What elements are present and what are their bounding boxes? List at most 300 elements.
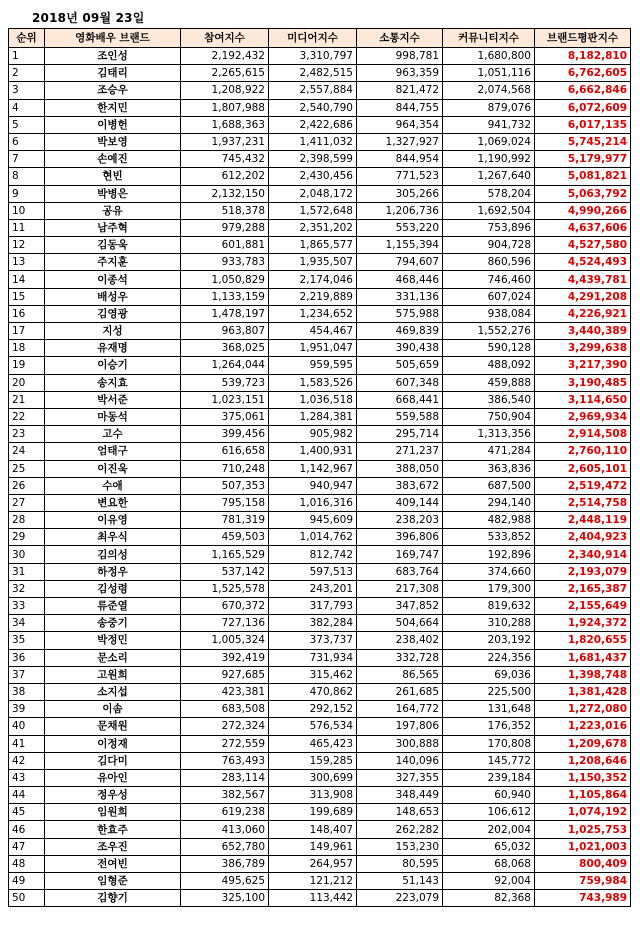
community-cell: 879,076 (443, 99, 535, 116)
table-row (9, 821, 631, 838)
table-row (9, 666, 631, 683)
brand-index-cell: 4,226,921 (535, 305, 631, 322)
actor-name-cell: 송중기 (45, 615, 181, 632)
communication-cell: 771,523 (357, 168, 443, 185)
participation-cell: 272,559 (181, 735, 269, 752)
brand-index-cell: 5,179,977 (535, 151, 631, 168)
communication-cell: 1,327,927 (357, 133, 443, 150)
table-row (9, 374, 631, 391)
communication-cell: 80,595 (357, 855, 443, 872)
community-cell: 819,632 (443, 598, 535, 615)
actor-name-cell: 공유 (45, 202, 181, 219)
brand-index-cell: 2,914,508 (535, 426, 631, 443)
media-cell: 148,407 (269, 821, 357, 838)
actor-name-cell: 수애 (45, 477, 181, 494)
rank-cell: 18 (9, 340, 45, 357)
header-actor-brand: 영화배우 브랜드 (45, 29, 181, 48)
actor-name-cell: 최우식 (45, 529, 181, 546)
table-row (9, 580, 631, 597)
table-row (9, 769, 631, 786)
communication-cell: 262,282 (357, 821, 443, 838)
media-cell: 812,742 (269, 546, 357, 563)
actor-name-cell: 김향기 (45, 890, 181, 907)
media-cell: 1,411,032 (269, 133, 357, 150)
rank-cell: 1 (9, 48, 45, 65)
media-cell: 1,014,762 (269, 529, 357, 546)
rank-cell: 22 (9, 408, 45, 425)
communication-cell: 607,348 (357, 374, 443, 391)
media-cell: 2,540,790 (269, 99, 357, 116)
brand-index-cell: 2,165,387 (535, 580, 631, 597)
rank-cell: 11 (9, 219, 45, 236)
community-cell: 1,313,356 (443, 426, 535, 443)
brand-index-cell: 4,527,580 (535, 237, 631, 254)
actor-name-cell: 김영광 (45, 305, 181, 322)
brand-index-cell: 2,340,914 (535, 546, 631, 563)
rank-cell: 25 (9, 460, 45, 477)
community-cell: 488,092 (443, 357, 535, 374)
communication-cell: 409,144 (357, 494, 443, 511)
communication-cell: 844,954 (357, 151, 443, 168)
table-row (9, 443, 631, 460)
table-row (9, 408, 631, 425)
brand-index-cell: 6,762,605 (535, 65, 631, 82)
community-cell: 938,084 (443, 305, 535, 322)
community-cell: 294,140 (443, 494, 535, 511)
actor-name-cell: 이정재 (45, 735, 181, 752)
actor-name-cell: 배성우 (45, 288, 181, 305)
rank-cell: 30 (9, 546, 45, 563)
communication-cell: 844,755 (357, 99, 443, 116)
media-cell: 597,513 (269, 563, 357, 580)
participation-cell: 495,625 (181, 873, 269, 890)
actor-name-cell: 김태리 (45, 65, 181, 82)
communication-cell: 559,588 (357, 408, 443, 425)
media-cell: 1,583,526 (269, 374, 357, 391)
communication-cell: 575,988 (357, 305, 443, 322)
community-cell: 687,500 (443, 477, 535, 494)
actor-name-cell: 임형준 (45, 873, 181, 890)
media-cell: 243,201 (269, 580, 357, 597)
participation-cell: 399,456 (181, 426, 269, 443)
rank-cell: 21 (9, 391, 45, 408)
rank-cell: 28 (9, 512, 45, 529)
table-row (9, 598, 631, 615)
table-row (9, 855, 631, 872)
community-cell: 203,192 (443, 632, 535, 649)
media-cell: 2,351,202 (269, 219, 357, 236)
community-cell: 860,596 (443, 254, 535, 271)
participation-cell: 539,723 (181, 374, 269, 391)
communication-cell: 794,607 (357, 254, 443, 271)
rank-cell: 42 (9, 752, 45, 769)
actor-name-cell: 김동욱 (45, 237, 181, 254)
participation-cell: 601,881 (181, 237, 269, 254)
participation-cell: 518,378 (181, 202, 269, 219)
table-row (9, 890, 631, 907)
participation-cell: 1,937,231 (181, 133, 269, 150)
table-row (9, 718, 631, 735)
brand-index-cell: 5,745,214 (535, 133, 631, 150)
rank-cell: 8 (9, 168, 45, 185)
actor-name-cell: 고수 (45, 426, 181, 443)
participation-cell: 325,100 (181, 890, 269, 907)
media-cell: 317,793 (269, 598, 357, 615)
media-cell: 945,609 (269, 512, 357, 529)
brand-index-cell: 1,021,003 (535, 838, 631, 855)
media-cell: 300,699 (269, 769, 357, 786)
table-row (9, 219, 631, 236)
table-row (9, 305, 631, 322)
media-cell: 1,036,518 (269, 391, 357, 408)
media-cell: 292,152 (269, 701, 357, 718)
rank-cell: 44 (9, 787, 45, 804)
communication-cell: 964,354 (357, 116, 443, 133)
table-row (9, 426, 631, 443)
actor-name-cell: 주지훈 (45, 254, 181, 271)
actor-name-cell: 이솜 (45, 701, 181, 718)
actor-name-cell: 고원희 (45, 666, 181, 683)
participation-cell: 392,419 (181, 649, 269, 666)
brand-index-cell: 6,072,609 (535, 99, 631, 116)
communication-cell: 164,772 (357, 701, 443, 718)
rank-cell: 4 (9, 99, 45, 116)
participation-cell: 459,503 (181, 529, 269, 546)
community-cell: 310,288 (443, 615, 535, 632)
brand-index-cell: 8,182,810 (535, 48, 631, 65)
community-cell: 1,267,640 (443, 168, 535, 185)
media-cell: 2,430,456 (269, 168, 357, 185)
community-cell: 753,896 (443, 219, 535, 236)
media-cell: 2,557,884 (269, 82, 357, 99)
participation-cell: 1,050,829 (181, 271, 269, 288)
community-cell: 459,888 (443, 374, 535, 391)
communication-cell: 668,441 (357, 391, 443, 408)
community-cell: 941,732 (443, 116, 535, 133)
table-row (9, 99, 631, 116)
brand-index-cell: 800,409 (535, 855, 631, 872)
participation-cell: 652,780 (181, 838, 269, 855)
rank-cell: 50 (9, 890, 45, 907)
communication-cell: 468,446 (357, 271, 443, 288)
actor-name-cell: 손예진 (45, 151, 181, 168)
participation-cell: 670,372 (181, 598, 269, 615)
media-cell: 959,595 (269, 357, 357, 374)
brand-index-cell: 3,190,485 (535, 374, 631, 391)
actor-name-cell: 정우성 (45, 787, 181, 804)
media-cell: 1,951,047 (269, 340, 357, 357)
media-cell: 121,212 (269, 873, 357, 890)
participation-cell: 2,265,615 (181, 65, 269, 82)
media-cell: 1,400,931 (269, 443, 357, 460)
media-cell: 149,961 (269, 838, 357, 855)
participation-cell: 683,508 (181, 701, 269, 718)
rank-cell: 46 (9, 821, 45, 838)
participation-cell: 375,061 (181, 408, 269, 425)
communication-cell: 197,806 (357, 718, 443, 735)
community-cell: 1,552,276 (443, 323, 535, 340)
brand-index-cell: 6,662,846 (535, 82, 631, 99)
community-cell: 471,284 (443, 443, 535, 460)
header-communication-index: 소통지수 (357, 29, 443, 48)
community-cell: 1,051,116 (443, 65, 535, 82)
table-row (9, 563, 631, 580)
table-row (9, 357, 631, 374)
communication-cell: 261,685 (357, 683, 443, 700)
table-row (9, 323, 631, 340)
participation-cell: 2,192,432 (181, 48, 269, 65)
rank-cell: 48 (9, 855, 45, 872)
community-cell: 170,808 (443, 735, 535, 752)
rank-cell: 16 (9, 305, 45, 322)
community-cell: 239,184 (443, 769, 535, 786)
community-cell: 578,204 (443, 185, 535, 202)
community-cell: 1,680,800 (443, 48, 535, 65)
brand-index-cell: 4,637,606 (535, 219, 631, 236)
communication-cell: 300,888 (357, 735, 443, 752)
rank-cell: 15 (9, 288, 45, 305)
rank-cell: 37 (9, 666, 45, 683)
participation-cell: 272,324 (181, 718, 269, 735)
brand-index-cell: 3,114,650 (535, 391, 631, 408)
actor-name-cell: 문채원 (45, 718, 181, 735)
participation-cell: 537,142 (181, 563, 269, 580)
communication-cell: 169,747 (357, 546, 443, 563)
rank-cell: 43 (9, 769, 45, 786)
actor-name-cell: 지성 (45, 323, 181, 340)
brand-index-cell: 1,381,428 (535, 683, 631, 700)
participation-cell: 1,264,044 (181, 357, 269, 374)
rank-cell: 24 (9, 443, 45, 460)
community-cell: 179,300 (443, 580, 535, 597)
participation-cell: 1,807,988 (181, 99, 269, 116)
media-cell: 731,934 (269, 649, 357, 666)
actor-name-cell: 송지효 (45, 374, 181, 391)
brand-index-cell: 1,074,192 (535, 804, 631, 821)
actor-name-cell: 한지민 (45, 99, 181, 116)
brand-index-cell: 1,223,016 (535, 718, 631, 735)
community-cell: 1,069,024 (443, 133, 535, 150)
table-row (9, 529, 631, 546)
media-cell: 1,234,652 (269, 305, 357, 322)
actor-name-cell: 이병헌 (45, 116, 181, 133)
rank-cell: 14 (9, 271, 45, 288)
actor-name-cell: 임원희 (45, 804, 181, 821)
participation-cell: 963,807 (181, 323, 269, 340)
media-cell: 199,689 (269, 804, 357, 821)
actor-name-cell: 박서준 (45, 391, 181, 408)
brand-index-cell: 3,217,390 (535, 357, 631, 374)
actor-name-cell: 이진욱 (45, 460, 181, 477)
table-row (9, 202, 631, 219)
rank-cell: 29 (9, 529, 45, 546)
table-row (9, 494, 631, 511)
table-row (9, 649, 631, 666)
communication-cell: 396,806 (357, 529, 443, 546)
community-cell: 69,036 (443, 666, 535, 683)
rank-cell: 40 (9, 718, 45, 735)
participation-cell: 507,353 (181, 477, 269, 494)
participation-cell: 933,783 (181, 254, 269, 271)
media-cell: 315,462 (269, 666, 357, 683)
table-row (9, 460, 631, 477)
table-row (9, 512, 631, 529)
community-cell: 131,648 (443, 701, 535, 718)
actor-name-cell: 변요한 (45, 494, 181, 511)
media-cell: 2,398,599 (269, 151, 357, 168)
media-cell: 1,142,967 (269, 460, 357, 477)
brand-index-cell: 2,519,472 (535, 477, 631, 494)
media-cell: 2,174,046 (269, 271, 357, 288)
rank-cell: 36 (9, 649, 45, 666)
media-cell: 113,442 (269, 890, 357, 907)
participation-cell: 612,202 (181, 168, 269, 185)
media-cell: 159,285 (269, 752, 357, 769)
actor-name-cell: 한효주 (45, 821, 181, 838)
brand-index-cell: 2,760,110 (535, 443, 631, 460)
community-cell: 145,772 (443, 752, 535, 769)
actor-name-cell: 유아인 (45, 769, 181, 786)
actor-name-cell: 류준열 (45, 598, 181, 615)
rank-cell: 39 (9, 701, 45, 718)
communication-cell: 683,764 (357, 563, 443, 580)
brand-index-cell: 5,063,792 (535, 185, 631, 202)
participation-cell: 1,688,363 (181, 116, 269, 133)
table-body (9, 48, 631, 907)
table-row (9, 632, 631, 649)
communication-cell: 469,839 (357, 323, 443, 340)
rank-cell: 10 (9, 202, 45, 219)
communication-cell: 148,653 (357, 804, 443, 821)
communication-cell: 388,050 (357, 460, 443, 477)
brand-index-cell: 2,605,101 (535, 460, 631, 477)
participation-cell: 423,381 (181, 683, 269, 700)
participation-cell: 616,658 (181, 443, 269, 460)
actor-name-cell: 김다미 (45, 752, 181, 769)
actor-name-cell: 이유영 (45, 512, 181, 529)
table-row (9, 683, 631, 700)
participation-cell: 1,525,578 (181, 580, 269, 597)
table-row (9, 546, 631, 563)
table-row (9, 391, 631, 408)
brand-index-cell: 1,820,655 (535, 632, 631, 649)
rank-cell: 38 (9, 683, 45, 700)
rank-cell: 5 (9, 116, 45, 133)
brand-index-cell: 4,524,493 (535, 254, 631, 271)
community-cell: 590,128 (443, 340, 535, 357)
brand-index-cell: 1,208,646 (535, 752, 631, 769)
actor-name-cell: 엄태구 (45, 443, 181, 460)
actor-name-cell: 조우진 (45, 838, 181, 855)
media-cell: 454,467 (269, 323, 357, 340)
brand-index-cell: 2,155,649 (535, 598, 631, 615)
media-cell: 1,016,316 (269, 494, 357, 511)
actor-name-cell: 문소리 (45, 649, 181, 666)
communication-cell: 505,659 (357, 357, 443, 374)
actor-name-cell: 박보영 (45, 133, 181, 150)
community-cell: 224,356 (443, 649, 535, 666)
brand-index-cell: 1,924,372 (535, 615, 631, 632)
table-row (9, 82, 631, 99)
communication-cell: 553,220 (357, 219, 443, 236)
participation-cell: 781,319 (181, 512, 269, 529)
rank-cell: 7 (9, 151, 45, 168)
communication-cell: 383,672 (357, 477, 443, 494)
community-cell: 386,540 (443, 391, 535, 408)
rank-cell: 49 (9, 873, 45, 890)
brand-index-cell: 3,299,638 (535, 340, 631, 357)
communication-cell: 271,237 (357, 443, 443, 460)
communication-cell: 821,472 (357, 82, 443, 99)
actor-name-cell: 박정민 (45, 632, 181, 649)
rank-cell: 35 (9, 632, 45, 649)
participation-cell: 1,478,197 (181, 305, 269, 322)
participation-cell: 2,132,150 (181, 185, 269, 202)
actor-name-cell: 남주혁 (45, 219, 181, 236)
participation-cell: 927,685 (181, 666, 269, 683)
actor-name-cell: 하정우 (45, 563, 181, 580)
report-date: 2018년 09월 23일 (32, 11, 145, 25)
community-cell: 68,068 (443, 855, 535, 872)
participation-cell: 1,023,151 (181, 391, 269, 408)
actor-name-cell: 김성령 (45, 580, 181, 597)
table-row (9, 271, 631, 288)
rank-cell: 19 (9, 357, 45, 374)
participation-cell: 979,288 (181, 219, 269, 236)
media-cell: 576,534 (269, 718, 357, 735)
table-row (9, 288, 631, 305)
rank-cell: 27 (9, 494, 45, 511)
brand-index-cell: 2,193,079 (535, 563, 631, 580)
community-cell: 374,660 (443, 563, 535, 580)
participation-cell: 710,248 (181, 460, 269, 477)
communication-cell: 223,079 (357, 890, 443, 907)
table-row (9, 185, 631, 202)
header-participation-index: 참여지수 (181, 29, 269, 48)
rank-cell: 34 (9, 615, 45, 632)
communication-cell: 140,096 (357, 752, 443, 769)
media-cell: 2,422,686 (269, 116, 357, 133)
brand-index-cell: 6,017,135 (535, 116, 631, 133)
brand-index-cell: 2,514,758 (535, 494, 631, 511)
community-cell: 176,352 (443, 718, 535, 735)
media-cell: 905,982 (269, 426, 357, 443)
table-row (9, 477, 631, 494)
table-row (9, 237, 631, 254)
table-row (9, 701, 631, 718)
participation-cell: 283,114 (181, 769, 269, 786)
rank-cell: 17 (9, 323, 45, 340)
participation-cell: 745,432 (181, 151, 269, 168)
rank-cell: 3 (9, 82, 45, 99)
media-cell: 1,284,381 (269, 408, 357, 425)
actor-name-cell: 조인성 (45, 48, 181, 65)
brand-index-cell: 1,681,437 (535, 649, 631, 666)
communication-cell: 1,206,736 (357, 202, 443, 219)
header-row (9, 29, 631, 48)
media-cell: 313,908 (269, 787, 357, 804)
table-row (9, 151, 631, 168)
media-cell: 1,865,577 (269, 237, 357, 254)
community-cell: 904,728 (443, 237, 535, 254)
participation-cell: 1,208,922 (181, 82, 269, 99)
community-cell: 533,852 (443, 529, 535, 546)
communication-cell: 327,355 (357, 769, 443, 786)
communication-cell: 347,852 (357, 598, 443, 615)
community-cell: 482,988 (443, 512, 535, 529)
communication-cell: 51,143 (357, 873, 443, 890)
rank-cell: 47 (9, 838, 45, 855)
